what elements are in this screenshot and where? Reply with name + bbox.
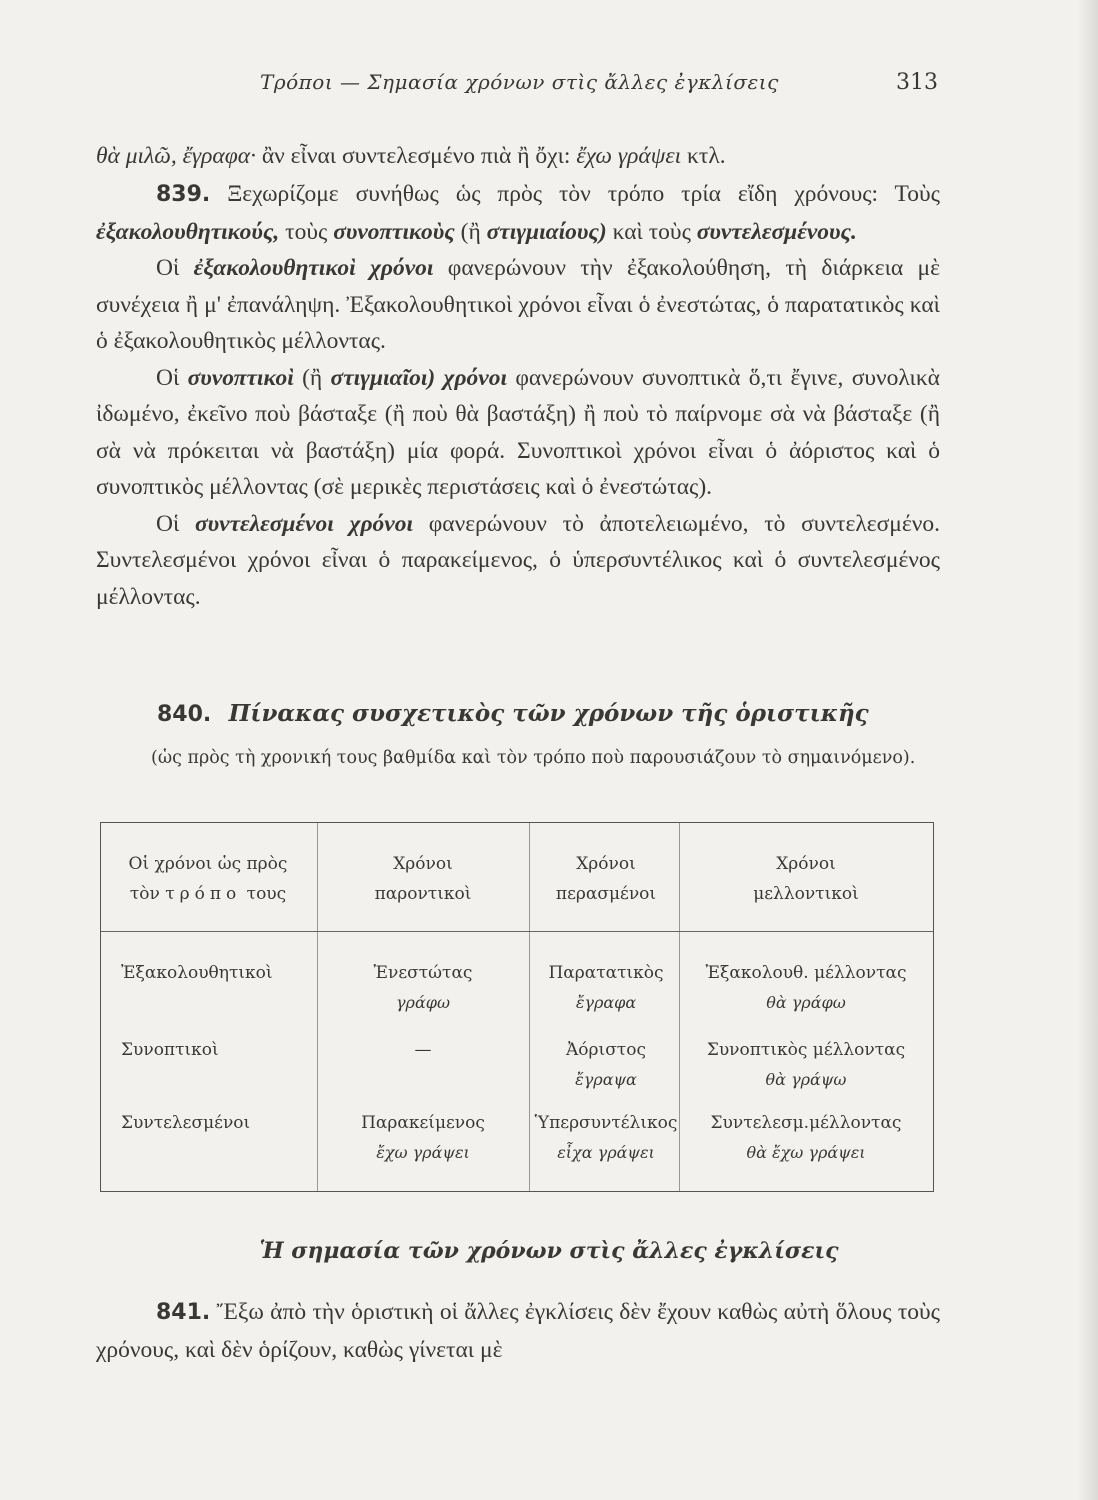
- header-future-2: μελλοντικοὶ: [753, 884, 859, 904]
- section-839: [96, 176, 940, 615]
- term-exakolouthitikous: ἐξακολουθητικούς,: [96, 218, 280, 245]
- sec839-p1-text: (ἢ: [454, 218, 487, 245]
- tense-name: Ἀόριστος: [566, 1040, 646, 1060]
- tense-name: Ἐξακολουθ. μέλλοντας: [705, 963, 907, 983]
- sec841-text: Ἔξω ἀπὸ τὴν ὁριστικὴ οἱ ἄλλες ἐγκλίσεις δὲν ἔχουν καθὼς αὐτὴ ὅλους τοὺς χρόνους, καὶ δὲν ὁρίζουν, καθὼς γίνεται μὲ: [96, 1299, 940, 1363]
- intro-line: [96, 138, 940, 175]
- tense-name: Παρακείμενος: [361, 1113, 485, 1133]
- section-841-heading: Ἡ σημασία τῶν χρόνων στὶς ἄλλες ἐγκλίσεις: [259, 1238, 839, 1264]
- sec840-number: 840.: [157, 702, 212, 727]
- header-mode-spaced: τρόπο: [165, 884, 242, 904]
- tense-example: ἔγραφα: [575, 993, 637, 1012]
- row-label: Συντελεσμένοι: [121, 1113, 251, 1133]
- sec839-p3-text: φανερώνουν συνοπτικὰ ὅ,τι ἔγινε, συνολικὰ ἰδωμένο, ἐκεῖνο ποὺ βάσταξε (ἢ ποὺ θὰ βαστάξη) ἢ ποὺ τὸ παίρνομε σὰ νὰ βάσταξε (ἢ σὰ νὰ πρόκειται νὰ βαστάξη) μία φορά. Συνοπτικοὶ χρόνοι εἶναι ὁ ἀόριστος καὶ ὁ συνοπτικὸς μέλλοντας (σὲ μερικὲς περιστάσεις καὶ ὁ ἐνεστώτας).: [96, 364, 940, 500]
- intro-italic-end: ἔχω γράψει: [576, 143, 682, 169]
- header-cell-future: [679, 849, 933, 909]
- sec840-title: Πίνακας συσχετικὸς τῶν χρόνων τῆς ὁριστικῆς: [228, 700, 869, 727]
- header-present-1: Χρόνοι: [393, 854, 453, 874]
- tense-table: [100, 822, 934, 1192]
- sec839-paragraph-4: [96, 506, 940, 616]
- header-cell-mode: [105, 849, 311, 909]
- sec839-p4-text: Οἱ: [156, 510, 195, 537]
- header-present-2: παροντικοὶ: [374, 884, 472, 904]
- header-past-2: περασμένοι: [555, 884, 657, 904]
- term-syntelesmenoi-chronoi: συντελεσμένοι χρόνοι: [195, 510, 414, 537]
- term-stigmiaioi: στιγμιαῖοι): [330, 364, 436, 391]
- term-stigmiaious: στιγμιαίους): [486, 218, 607, 245]
- sec839-paragraph-3: [96, 360, 940, 506]
- sec839-p4-text: φανερώνουν τὸ ἀποτελειωμένο, τὸ συντελεσμένο. Συντελεσμένοι χρόνοι εἶναι ὁ παρακείμενος, ὁ ὑπερσυντέλικος καὶ ὁ συντελεσμένος μέλλοντας.: [96, 510, 940, 610]
- header-past-1: Χρόνοι: [576, 854, 636, 874]
- section-841: [96, 1294, 940, 1368]
- tense-example: ἔγραψα: [575, 1070, 637, 1089]
- sec839-p3-text: [435, 365, 443, 391]
- tense-name: Παρατατικὸς: [548, 963, 664, 983]
- tense-example: γράφω: [395, 993, 451, 1012]
- tense-example: ἔχω γράψει: [376, 1143, 470, 1162]
- header-mode-line1: Οἱ χρόνοι ὡς πρὸς: [128, 854, 288, 874]
- sec839-paragraph-2: [96, 250, 940, 360]
- header-mode-line2: τους: [241, 884, 287, 904]
- intro-tail: κτλ.: [681, 143, 726, 169]
- tense-name: —: [414, 1040, 432, 1060]
- sec839-paragraph-1: [96, 176, 940, 250]
- row-label: Συνοπτικοὶ: [121, 1040, 219, 1060]
- sec839-p1-text: καὶ τοὺς: [606, 218, 697, 245]
- tense-name: Ἐνεστώτας: [373, 963, 473, 983]
- cell-future: [679, 958, 933, 1018]
- sec839-p2-text: Οἱ: [156, 255, 194, 281]
- section-840-heading: [157, 700, 869, 727]
- tense-name: Συντελεσμ.μέλλοντας: [710, 1113, 902, 1133]
- tense-example: θὰ γράψω: [765, 1070, 847, 1089]
- header-rule: [101, 931, 933, 932]
- header-mode-line2: τὸν: [129, 884, 166, 904]
- row-label: Ἐξακολουθητικοὶ: [121, 963, 273, 983]
- binding-shadow: [1078, 0, 1098, 1500]
- intro-middle: ἂν εἶναι συντελεσμένο πιὰ ἢ ὄχι:: [255, 143, 577, 169]
- header-future-1: Χρόνοι: [776, 854, 836, 874]
- intro-italic-start: θὰ μιλῶ, ἔγραφα·: [96, 143, 256, 169]
- tense-name: Ὑπερσυντέλικος: [534, 1113, 678, 1133]
- sec839-p1-text: τοὺς: [279, 218, 334, 245]
- tense-example: θὰ γράφω: [766, 993, 846, 1012]
- sec839-p3-text: Οἱ: [156, 364, 188, 391]
- running-header: [240, 70, 940, 104]
- sec841-number: 841.: [156, 1300, 211, 1325]
- sec839-p2-text: φανερώνουν τὴν ἐξακολούθηση, τὴ διάρκεια μὲ συνέχεια ἢ μ' ἐπανάληψη. Ἐξακολουθητικοὶ χρόνοι εἶναι ὁ ἐνεστώτας, ὁ παρατατικὸς καὶ ὁ ἐξακολουθητικὸς μέλλοντας.: [96, 255, 941, 354]
- term-syntelesmenous: συντελεσμένους.: [696, 218, 857, 245]
- page-number: 313: [896, 70, 938, 95]
- tense-name: Συνοπτικὸς μέλλοντας: [706, 1040, 906, 1060]
- sec840-subtitle: (ὡς πρὸς τὴ χρονική τους βαθμίδα καὶ τὸν τρόπο ποὺ παρουσιάζουν τὸ σημαινόμενο).: [151, 748, 916, 768]
- tense-example: θὰ ἔχω γράψει: [746, 1143, 866, 1162]
- sec839-p1-text: Ξεχωρίζομε συνήθως ὡς πρὸς τὸν τρόπο τρία εἴδη χρόνους: Τοὺς: [210, 181, 940, 207]
- sec841-paragraph: [96, 1294, 940, 1368]
- tense-example: εἶχα γράψει: [557, 1143, 655, 1162]
- sec839-number: 839.: [156, 182, 211, 207]
- running-title: Τρόποι — Σημασία χρόνων στὶς ἄλλες ἐγκλίσεις: [260, 70, 779, 94]
- term-exakolouthitikoi-chronoi: ἐξακολουθητικοὶ χρόνοι: [193, 255, 434, 281]
- term-chronoi: χρόνοι: [443, 364, 508, 391]
- term-synoptikoi: συνοπτικοὶ: [187, 364, 294, 391]
- sec839-p3-text: (ἢ: [293, 364, 331, 391]
- term-synoptikous: συνοπτικοὺς: [333, 218, 455, 245]
- cell-future: [679, 1035, 933, 1095]
- cell-future: [679, 1108, 933, 1168]
